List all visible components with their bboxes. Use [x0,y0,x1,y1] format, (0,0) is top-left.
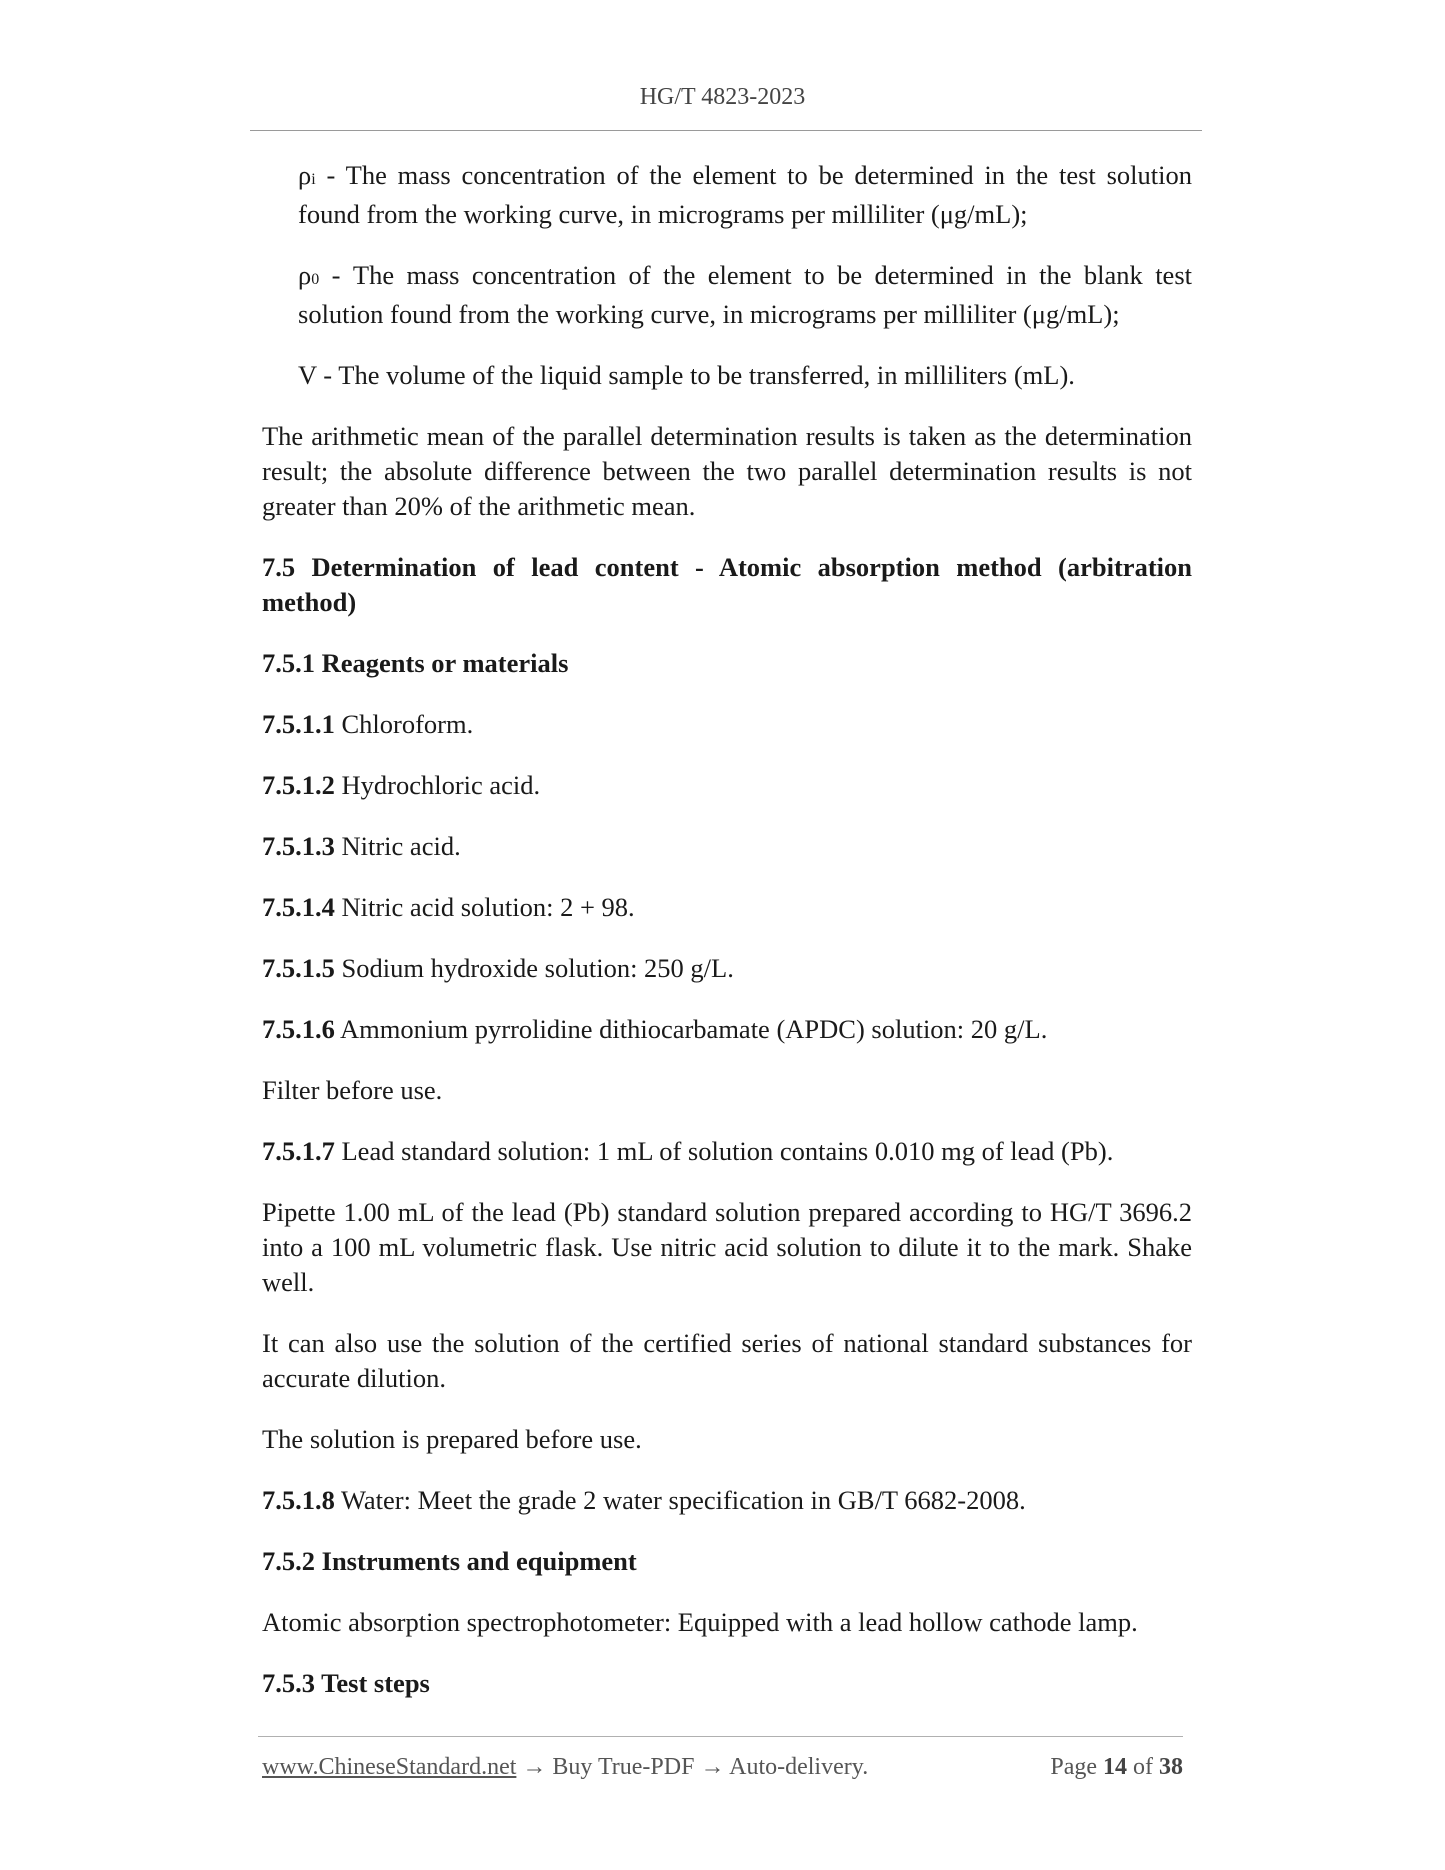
definition-text: - The mass concentration of the element to be determined in the blank test solution found from the working curve, in micrograms per milliliter (μg/mL); [298,260,1192,329]
item-number: 7.5.1.4 [262,892,335,922]
header-divider [250,130,1202,131]
item-number: 7.5.1.7 [262,1136,335,1166]
definition-text: - The volume of the liquid sample to be transferred, in milliliters (mL). [316,360,1075,390]
paragraph-filter: Filter before use. [262,1075,443,1105]
paragraph-arithmetic-mean: The arithmetic mean of the parallel determination results is taken as the determination result; the absolute difference between the two parallel determination results is not greater than 20% of the arithmetic mean. [262,421,1192,521]
item-7-5-1-8 [262,1483,1192,1518]
item-7-5-1-6 [262,1012,1192,1047]
page-current: 14 [1103,1754,1127,1780]
definition-text: - The mass concentration of the element to be determined in the test solution found from the working curve, in micrograms per milliliter (μg/mL); [298,160,1192,229]
item-7-5-1-3 [262,829,1192,864]
item-text: Lead standard solution: 1 mL of solution contains 0.010 mg of lead (Pb). [334,1136,1114,1166]
footer-divider [258,1736,1183,1737]
heading-7-5-2 [262,1544,1192,1579]
paragraph-pipette: Pipette 1.00 mL of the lead (Pb) standard solution prepared according to HG/T 3696.2 into a 100 mL volumetric flask. Use nitric acid solution to dilute it to the mark. Shake well. [262,1197,1192,1297]
heading-text: 7.5.2 Instruments and equipment [262,1546,637,1576]
item-number: 7.5.1.1 [262,709,335,739]
subscript: i [311,171,316,188]
page-total: 38 [1159,1754,1183,1780]
heading-text: 7.5.1 Reagents or materials [262,648,569,678]
heading-7-5-3 [262,1666,1192,1701]
page-content [262,158,1192,1727]
item-text: Sodium hydroxide solution: 250 g/L. [334,953,734,983]
heading-7-5 [262,550,1192,620]
definition-rho-i [262,158,1192,232]
item-text: Chloroform. [334,709,474,739]
page-indicator [1050,1754,1183,1781]
item-7-5-1-2 [262,768,1192,803]
paragraph-certified: It can also use the solution of the certified series of national standard substances for accurate dilution. [262,1328,1192,1393]
item-text: Nitric acid solution: 2 + 98. [334,892,635,922]
definition-rho-0 [262,258,1192,332]
item-number: 7.5.1.2 [262,770,335,800]
item-number: 7.5.1.8 [262,1485,335,1515]
footer-promo [262,1754,868,1781]
symbol: V [298,360,317,390]
item-7-5-1-7 [262,1134,1192,1169]
footer-promo-text: → Buy True-PDF → Auto-delivery. [516,1754,869,1780]
of-label: of [1133,1754,1153,1780]
item-number: 7.5.1.6 [262,1014,335,1044]
item-text: Water: Meet the grade 2 water specification in GB/T 6682-2008. [334,1485,1026,1515]
page-label: Page [1050,1754,1097,1780]
site-link[interactable]: www.ChineseStandard.net [262,1754,517,1780]
item-7-5-1-4 [262,890,1192,925]
item-7-5-1-1 [262,707,1192,742]
document-id: HG/T 4823-2023 [639,84,806,110]
heading-text: 7.5.3 Test steps [262,1668,430,1698]
heading-7-5-1 [262,646,1192,681]
paragraph-instrument: Atomic absorption spectrophotometer: Equipped with a lead hollow cathode lamp. [262,1607,1138,1637]
item-number: 7.5.1.5 [262,953,335,983]
item-7-5-1-5 [262,951,1192,986]
definition-v [262,358,1192,393]
heading-text: 7.5 Determination of lead content - Atomic absorption method (arbitration method) [262,552,1192,617]
item-number: 7.5.1.3 [262,831,335,861]
item-text: Hydrochloric acid. [334,770,541,800]
document-header [0,84,1445,111]
item-text: Nitric acid. [334,831,461,861]
paragraph-prepared: The solution is prepared before use. [262,1424,642,1454]
item-text: Ammonium pyrrolidine dithiocarbamate (APDC) solution: 20 g/L. [334,1014,1048,1044]
symbol: ρ [298,160,312,190]
subscript: 0 [311,271,320,288]
symbol: ρ [298,260,312,290]
